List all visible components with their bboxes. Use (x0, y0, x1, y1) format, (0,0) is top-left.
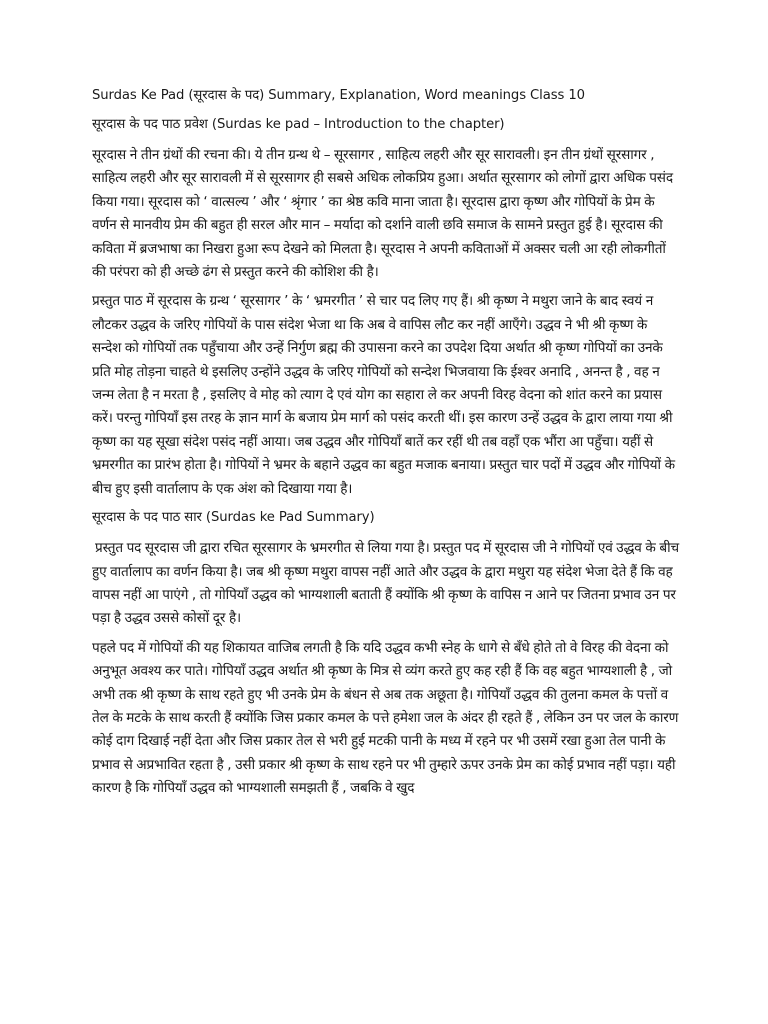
document-title: Surdas Ke Pad (सूरदास के पद) Summary, Explanation, Word meanings Class 10 (92, 88, 585, 103)
summary-paragraph-2: पहले पद में गोपियों की यह शिकायत वाजिब लगती है कि यदि उद्धव कभी स्नेह के धागे से बँधे होते तो वे विरह की वेदना को अनुभूत अवश्य कर पाते। गोपियाँ उद्धव अर्थात श्री कृष्ण के मित्र से व्यंग करते हुए कह रही हैं कि वह बहुत भाग्यशाली है , जो अभी तक श्री कृष्ण के साथ रहते हुए भी उनके प्रेम के बंधन से अब तक अछूता है। गोपियाँ उद्धव की तुलना कमल के पत्तों व तेल के मटके के साथ करती हैं क्योंकि जिस प्रकार कमल के पत्ते हमेशा जल के अंदर ही रहते हैं , लेकिन उन पर जल के कारण कोई दाग दिखाई नहीं देता और जिस प्रकार तेल से भरी हुई मटकी पानी के मध्य में रहने पर भी उसमें रखा हुआ तेल पानी के प्रभाव से अप्रभावित रहता है , उसी प्रकार श्री कृष्ण के साथ रहने पर भी तुम्हारे ऊपर उनके प्रेम का कोई प्रभाव नहीं पड़ा। यही कारण है कि गोपियाँ उद्धव को भाग्यशाली समझती हैं , जबकि वे खुद (92, 639, 679, 797)
summary-paragraph-1: प्रस्तुत पद सूरदास जी द्वारा रचित सूरसागर के भ्रमरगीत से लिया गया है। प्रस्तुत पद में सूरदास जी ने गोपियों एवं उद्धव के बीच हुए वार्तालाप का वर्णन किया है। जब श्री कृष्ण मथुरा वापस नहीं आते और उद्धव के द्वारा मथुरा यह संदेश भेजा देते हैं कि वह वापस नहीं आ पाएंगे , तो गोपियाँ उद्धव को भाग्यशाली बताती हैं क्योंकि श्री कृष्ण के वापिस न आने पर जितना प्रभाव उन पर पड़ा है उद्धव उससे कोसों दूर है। (92, 540, 679, 627)
intro-paragraph-1: सूरदास ने तीन ग्रंथों की रचना की। ये तीन ग्रन्थ थे – सूरसागर , साहित्य लहरी और सूर सारावली। इन तीन ग्रंथों सूरसागर , साहित्य लहरी और सूर सारावली में से सूरसागर ही सबसे अधिक लोकप्रिय हुआ। अर्थात सूरसागर को लोगों द्वारा अधिक पसंद किया गया। सूरदास को ‘ वात्सल्य ’ और ‘ श्रृंगार ’ का श्रेष्ठ कवि माना जाता है। सूरदास द्वारा कृष्ण और गोपियों के प्रेम के वर्णन से मानवीय प्रेम की बहुत ही सरल और मान – मर्यादा को दर्शाने वाली छवि समाज के सामने प्रस्तुत हुई है। सूरदास की कविता में ब्रजभाषा का निखरा हुआ रूप देखने को मिलता है। सूरदास ने अपनी कविताओं में अक्सर चली आ रही लोकगीतों की परंपरा को ही अच्छे ढंग से प्रस्तुत करने की कोशिश की है। (92, 147, 673, 281)
section-heading-summary: सूरदास के पद पाठ सार (Surdas ke Pad Summary) (92, 510, 375, 526)
section-heading-introduction: सूरदास के पद पाठ प्रवेश (Surdas ke pad – Introduction to the chapter) (92, 117, 505, 132)
document-page (92, 86, 680, 807)
intro-paragraph-2: प्रस्तुत पाठ में सूरदास के ग्रन्थ ‘ सूरसागर ’ के ‘ भ्रमरगीत ’ से चार पद लिए गए हैं। श्री कृष्ण ने मथुरा जाने के बाद स्वयं न लौटकर उद्धव के जरिए गोपियों के पास संदेश भेजा था कि अब वे वापिस लौट कर नहीं आएँगे। उद्धव ने भी श्री कृष्ण के सन्देश को गोपियों तक पहुँचाया और उन्हें निर्गुण ब्रह्म की उपासना करने का उपदेश दिया अर्थात श्री कृष्ण गोपियों का उनके प्रति मोह तोड़ना चाहते थे इसलिए उन्होंने उद्धव के जरिए गोपियों को सन्देश भिजवाया कि ईश्वर अनादि , अनन्त है , वह न जन्म लेता है न मरता है , इसलिए वे मोह को त्याग दे एवं योग का सहारा ले कर अपनी विरह वेदना को शांत करने का प्रयास करें। परन्तु गोपियाँ इस तरह के ज्ञान मार्ग के बजाय प्रेम मार्ग को पसंद करती थीं। इस कारण उन्हें उद्धव के द्वारा लाया गया श्री कृष्ण का यह सूखा संदेश पसंद नहीं आया। जब उद्धव और गोपियाँ बातें कर रहीं थी तब वहाँ एक भौंरा आ पहुँचा। यहीं से भ्रमरगीत का प्रारंभ होता है। गोपियों ने भ्रमर के बहाने उद्धव का बहुत मजाक बनाया। प्रस्तुत चार पदों में उद्धव और गोपियों के बीच हुए इसी वार्तालाप के एक अंश को दिखाया गया है। (92, 293, 675, 497)
